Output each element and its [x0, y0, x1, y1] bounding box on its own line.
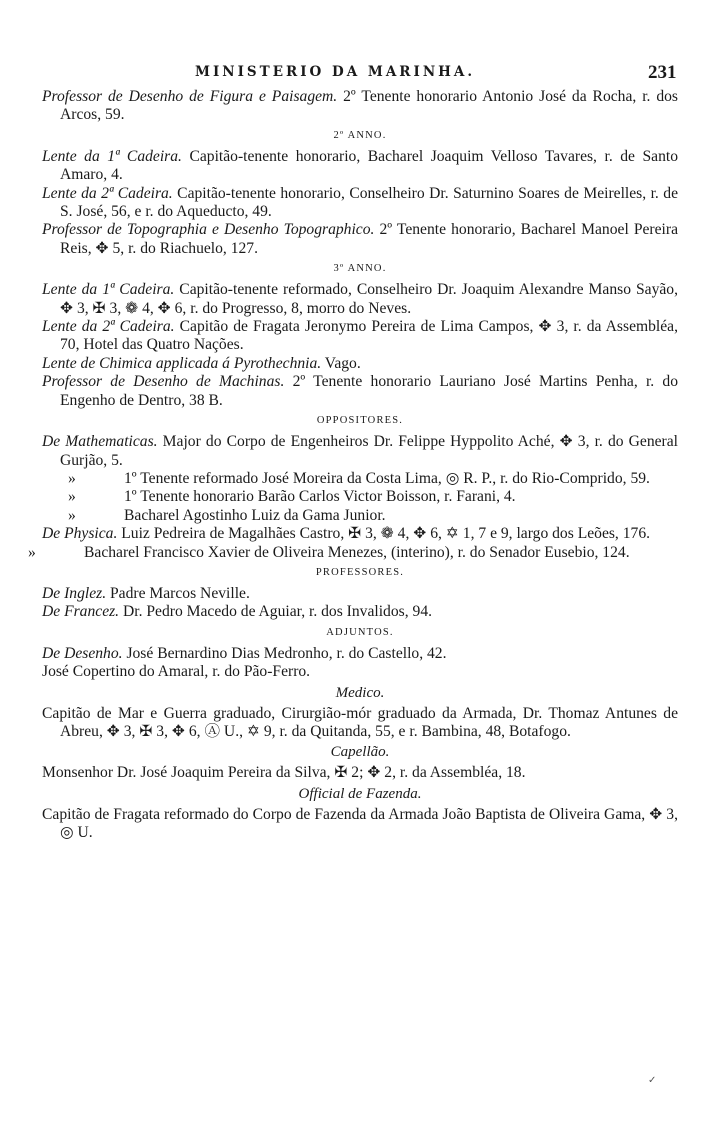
entry-label: Lente de Chimica applicada á Pyrothechnia.: [42, 354, 322, 372]
entry-label: Lente da 2ª Cadeira.: [42, 184, 173, 202]
entry-capellao: Monsenhor Dr. José Joaquim Pereira da Silva, ✠ 2; ✥ 2, r. da Assembléa, 18.: [42, 764, 526, 782]
entry-text: José Bernardino Dias Medronho, r. do Castello, 42.: [122, 644, 447, 662]
entry-label: De Francez.: [42, 603, 120, 621]
page-body: [28, 88, 679, 843]
entry-oppositor-physica: [42, 525, 678, 543]
entry-text: Capitão-tenente reformado, Conselheiro Dr. Joaquim Alexandre Manso Sayão, ✥ 3, ✠ 3, ❁ 4, ✥ 6, r. do Progresso, 8, morro do Neves.: [60, 281, 678, 317]
entry-oppositor-ditto: » Bacharel Agostinho Luiz da Gama Junior.: [68, 506, 386, 524]
entry-label: De Desenho.: [42, 644, 123, 662]
entry-text: Dr. Pedro Macedo de Aguiar, r. dos Invalidos, 94.: [119, 603, 433, 621]
entry-lente-1-cadeira-3-anno: [42, 281, 678, 318]
page-header: [0, 62, 725, 86]
entry-text: Bacharel Agostinho Luiz da Gama Junior.: [124, 506, 386, 524]
printer-mark: ✓: [648, 1075, 657, 1086]
entry-text: Major do Corpo de Engenheiros Dr. Felippe Hyppolito Aché, ✥ 3, r. do General Gurjão, 5.: [60, 433, 679, 469]
entry-lente-2-cadeira-2-anno: [42, 185, 678, 222]
entry-oppositor-mathematicas: [42, 433, 678, 470]
page-number: 231: [648, 62, 677, 83]
section-heading-3-anno: 3º ANNO.: [333, 263, 387, 275]
entry-text: Bacharel Francisco Xavier de Oliveira Menezes, (interino), r. do Senador Eusebio, 124.: [84, 543, 630, 561]
entry-lente-1-cadeira-2-anno: [42, 148, 678, 185]
entry-label: De Physica.: [42, 525, 118, 543]
section-heading-official-fazenda: Official de Fazenda.: [298, 785, 422, 802]
entry-label: De Mathematicas.: [42, 433, 158, 451]
entry-label: Lente da 1ª Cadeira.: [42, 281, 175, 299]
entry-lente-2-cadeira-3-anno: [42, 318, 678, 355]
entry-text: 2º Tenente honorario, Bacharel Manoel Pereira Reis, ✥ 5, r. do Riachuelo, 127.: [60, 221, 678, 257]
entry-text: Capitão de Fragata Jeronymo Pereira de Lima Campos, ✥ 3, r. da Assembléa, 70, Hotel das Quatro Nações.: [60, 318, 678, 354]
entry-professor-topographia: [42, 221, 678, 258]
running-title: MINISTERIO DA MARINHA.: [195, 64, 476, 80]
entry-text: 1º Tenente honorario Barão Carlos Victor Boisson, r. Farani, 4.: [124, 488, 516, 506]
entry-professor-machinas: [42, 373, 678, 410]
entry-label: De Inglez.: [42, 584, 107, 602]
entry-lente-chimica: [42, 355, 678, 373]
entry-text: Vago.: [321, 354, 361, 372]
entry-professor-francez: [42, 603, 678, 621]
entry-adjunto-2: José Copertino do Amaral, r. do Pão-Ferro.: [42, 663, 311, 681]
entry-text: Luiz Pedreira de Magalhães Castro, ✠ 3, ❁ 4, ✥ 6, ✡ 1, 7 e 9, largo dos Leões, 176.: [117, 525, 651, 543]
section-heading-medico: Medico.: [335, 684, 385, 701]
entry-oppositor-ditto: » Bacharel Francisco Xavier de Oliveira Menezes, (interino), r. do Senador Eusebio, 124.: [28, 543, 630, 561]
entry-label: Lente da 2ª Cadeira.: [42, 318, 175, 336]
section-heading-capellao: Capellão.: [330, 744, 390, 761]
entry-text: 2º Tenente honorario Antonio José da Rocha, r. dos Arcos, 59.: [60, 88, 679, 124]
entry-oppositor-ditto: » 1º Tenente reformado José Moreira da Costa Lima, ◎ R. P., r. do Rio-Comprido, 59.: [68, 469, 650, 487]
entry-professor-desenho-figura: [42, 88, 678, 125]
entry-text: 2º Tenente honorario Lauriano José Martins Penha, r. do Engenho de Dentro, 38 B.: [60, 373, 678, 409]
section-heading-professores: PROFESSORES.: [315, 566, 405, 578]
entry-official-fazenda: Capitão de Fragata reformado do Corpo de Fazenda da Armada João Baptista de Oliveira Gama, ✥ 3, ◎ U.: [42, 805, 678, 842]
entry-label: Professor de Desenho de Machinas.: [42, 373, 285, 391]
section-heading-oppositores: OPPOSITORES.: [316, 415, 404, 427]
entry-adjunto-desenho: [42, 645, 678, 663]
entry-label: Lente da 1ª Cadeira.: [42, 147, 182, 165]
entry-label: Professor de Topographia e Desenho Topographico.: [42, 221, 375, 239]
section-heading-adjuntos: ADJUNTOS.: [326, 626, 394, 638]
entry-text: 1º Tenente reformado José Moreira da Costa Lima, ◎ R. P., r. do Rio-Comprido, 59.: [124, 469, 650, 487]
entry-text: Capitão-tenente honorario, Conselheiro Dr. Saturnino Soares de Meirelles, r. de S. José, 56, e r. do Aqueducto, 49.: [60, 184, 678, 221]
entry-professor-inglez: [42, 585, 678, 603]
entry-oppositor-ditto: » 1º Tenente honorario Barão Carlos Victor Boisson, r. Farani, 4.: [68, 488, 516, 506]
entry-label: Professor de Desenho de Figura e Paisagem.: [42, 88, 338, 105]
entry-text: Padre Marcos Neville.: [106, 584, 250, 602]
entry-medico: Capitão de Mar e Guerra graduado, Cirurgião-mór graduado da Armada, Dr. Thomaz Antunes de Abreu, ✥ 3, ✠ 3, ✥ 6, Ⓐ U., ✡ 9, r. da Quitanda, 55, e r. Bambina, 48, Botafogo.: [42, 704, 678, 740]
section-heading-2-anno: 2º ANNO.: [333, 129, 387, 141]
entry-text: Capitão-tenente honorario, Bacharel Joaquim Velloso Tavares, r. de Santo Amaro, 4.: [60, 147, 679, 184]
